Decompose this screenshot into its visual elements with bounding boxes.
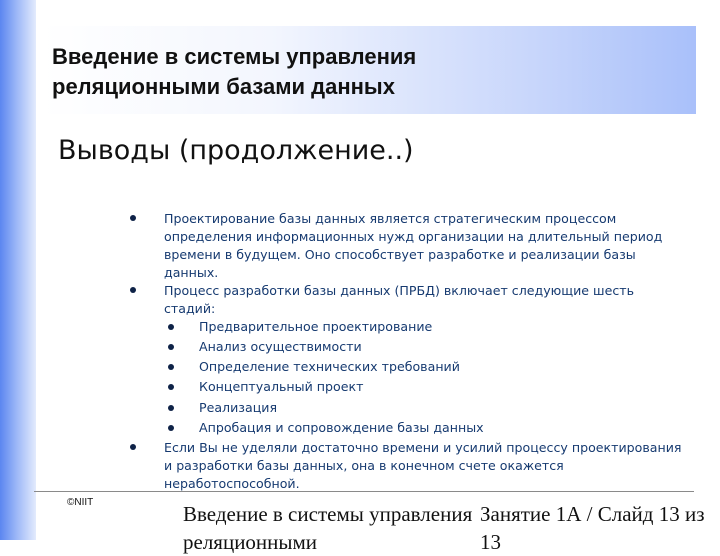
slide-header-title: Введение в системы управления реляционными базами данных (52, 44, 417, 99)
bullet-text: Если Вы не уделяли достаточно времени и усилий процессу проектирования и разработки базы данных, она в конечном счете окажется неработоспособной. (164, 440, 682, 491)
bullet-dot-icon (168, 384, 174, 390)
sub-bullet-text: Определение технических требований (199, 359, 460, 374)
footer-slide-number: Занятие 1А / Слайд 13 из 13 (480, 502, 705, 554)
sub-bullet-item (199, 399, 679, 417)
bullet-text: Процесс разработки базы данных (ПРБД) включает следующие шесть стадий: (164, 283, 635, 316)
bullet-dot-icon (168, 405, 174, 411)
sub-bullet-item (199, 358, 679, 376)
sub-bullet-item (199, 378, 679, 396)
sub-bullet-item (199, 318, 679, 336)
bullet-dot-icon (168, 425, 174, 431)
bullet-item (164, 282, 684, 318)
bullet-dot-icon (168, 324, 174, 330)
sub-bullet-item (199, 419, 679, 437)
bullet-item (164, 439, 684, 493)
sub-bullet-text: Предварительное проектирование (199, 319, 433, 334)
bullet-dot-icon (168, 364, 174, 370)
sub-bullet-item (199, 338, 679, 356)
bullet-dot-icon (130, 444, 136, 450)
slide-subtitle: Выводы (продолжение..) (58, 135, 414, 166)
bullet-dot-icon (130, 215, 136, 221)
sub-bullet-text: Апробация и сопровождение базы данных (199, 420, 484, 435)
bullet-dot-icon (130, 287, 136, 293)
left-decor-bar (0, 0, 36, 540)
sub-bullet-text: Анализ осуществимости (199, 339, 362, 354)
bullet-item (164, 210, 684, 282)
bullet-dot-icon (168, 344, 174, 350)
bullet-text: Проектирование базы данных является стратегическим процессом определения информационных нужд организации на длительный период времени в будущем. Оно способствует разработке и реализации базы данных. (164, 211, 663, 280)
sub-bullet-text: Реализация (199, 400, 278, 415)
slide-header (42, 26, 696, 114)
copyright-label: ©NIIT (67, 497, 94, 508)
footer-divider (34, 491, 694, 492)
footer-course-title: Введение в системы управления реляционными (183, 502, 473, 554)
sub-bullet-text: Концептуальный проект (199, 379, 364, 394)
